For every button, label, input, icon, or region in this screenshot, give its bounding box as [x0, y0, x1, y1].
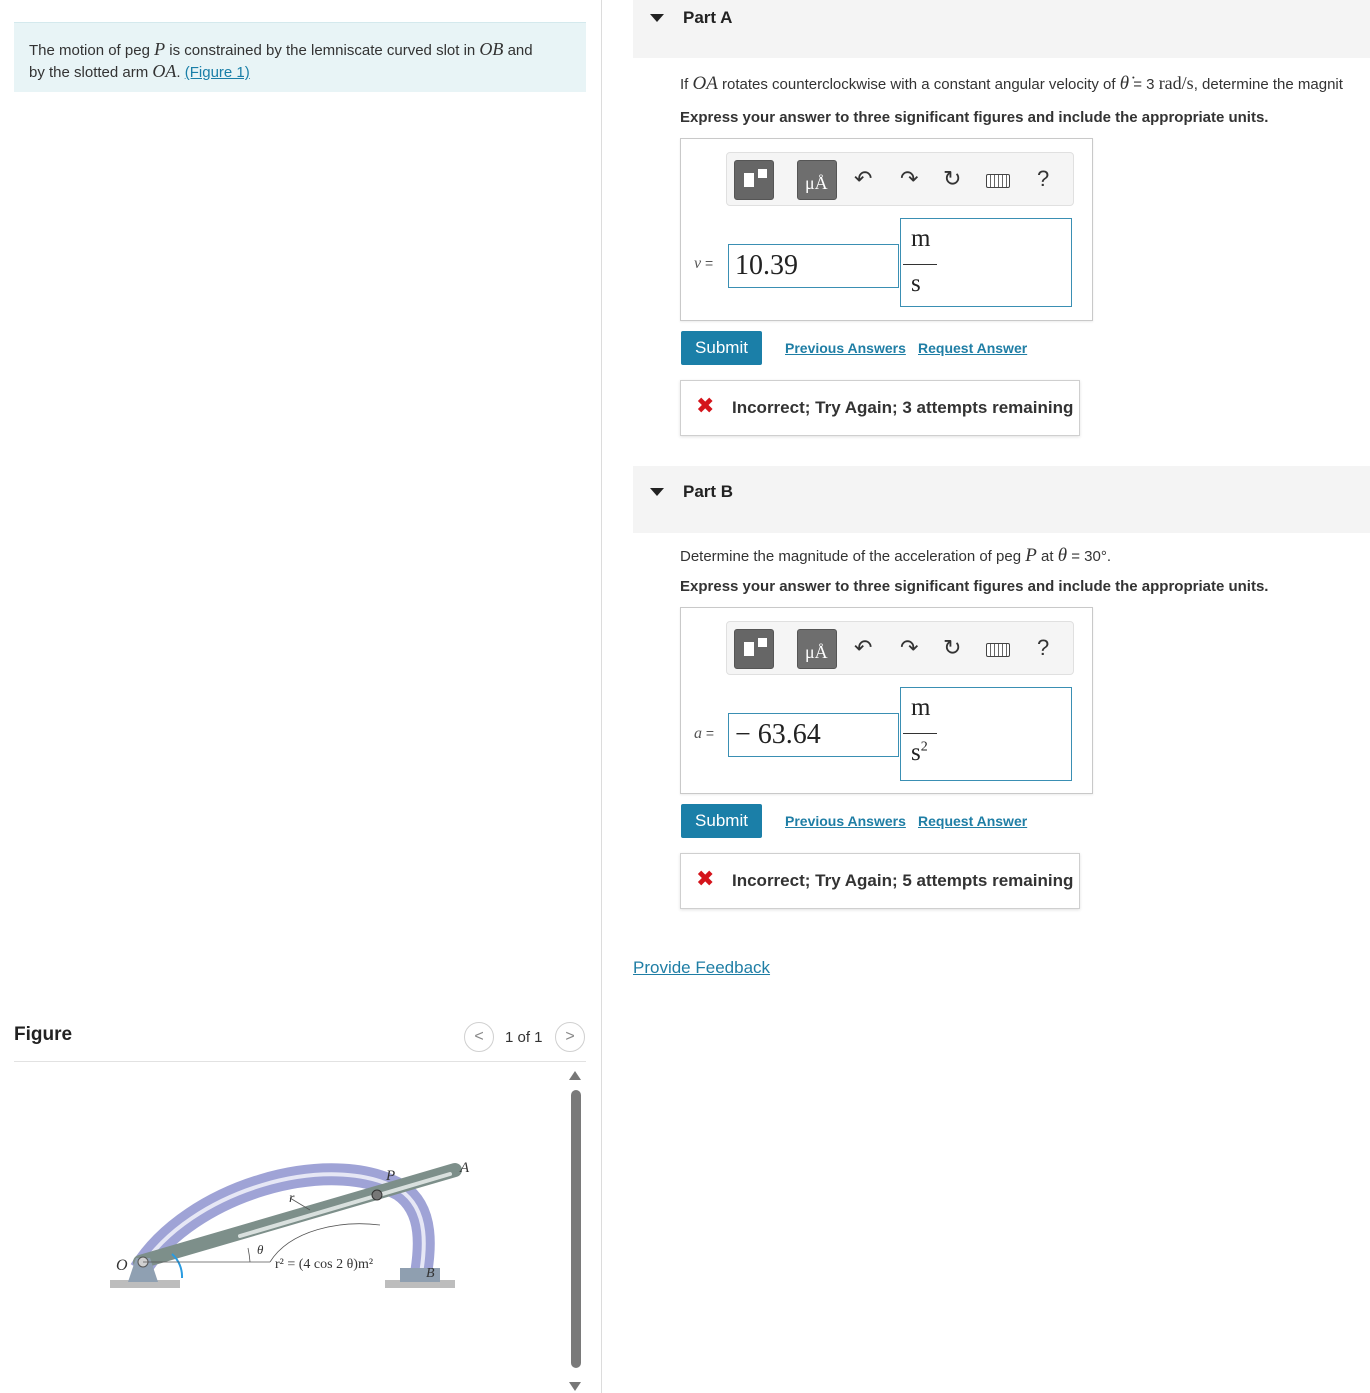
intro-text: by the slotted arm [29, 64, 149, 81]
value-input[interactable]: 10.39 [728, 244, 899, 288]
incorrect-icon: ✖ [696, 393, 715, 418]
label-o: O [116, 1257, 128, 1274]
answer-variable [694, 255, 713, 273]
part-a-answer-box [680, 138, 1093, 321]
variable-symbol: a [694, 725, 702, 742]
fraction-bar [903, 733, 937, 734]
math-toolbar [726, 621, 1074, 675]
intro-text: is constrained by the lemniscate curved slot in [169, 42, 476, 59]
part-b-request-answer-link[interactable]: Request Answer [918, 813, 1028, 829]
figure-link[interactable]: (Figure 1) [184, 64, 250, 81]
collapse-arrow-icon [650, 14, 664, 22]
figure-scrollbar[interactable] [571, 1090, 581, 1368]
chevron-left-icon: < [474, 1028, 484, 1045]
part-b-feedback [680, 853, 1080, 909]
theta-dot-symbol: θ̇ [1119, 73, 1130, 94]
chevron-right-icon: > [565, 1028, 575, 1045]
next-figure-button[interactable] [555, 1022, 585, 1052]
part-a-feedback [680, 380, 1080, 436]
unit-input[interactable] [900, 687, 1072, 781]
part-b-instructions: Express your answer to three significant figures and include the appropriate units. [680, 578, 1269, 595]
arm-symbol: OA [692, 73, 718, 94]
lemniscate-figure [100, 1150, 500, 1310]
part-b-answer-box [680, 607, 1093, 794]
intro-text: The motion of peg [29, 42, 150, 59]
units-icon: μÅ [805, 642, 828, 662]
question-text: = 3 [1133, 76, 1155, 93]
label-b: B [426, 1266, 435, 1281]
value-input[interactable]: − 63.64 [728, 713, 899, 757]
arm-symbol: OA [152, 61, 177, 81]
figure-header [14, 1022, 586, 1062]
figure-title: Figure [14, 1024, 73, 1045]
collapse-arrow-icon [650, 488, 664, 496]
theta-arc [248, 1248, 250, 1262]
figure-pager: 1 of 1 [505, 1029, 543, 1046]
feedback-message: Incorrect; Try Again; 5 attempts remaining [732, 871, 1074, 890]
reset-icon[interactable]: ↻ [943, 166, 962, 191]
question-text: rotates counterclockwise with a constant angular velocity of [722, 76, 1116, 93]
part-a-previous-answers-link[interactable]: Previous Answers [785, 340, 906, 356]
label-a: A [460, 1160, 470, 1176]
unit-denominator [911, 270, 921, 298]
templates-icon-part [758, 169, 767, 178]
help-icon[interactable]: ? [1037, 166, 1050, 191]
provide-feedback-link[interactable]: Provide Feedback [633, 958, 771, 977]
part-b-question [680, 545, 1111, 567]
peg-symbol: P [154, 39, 166, 59]
panel-divider [601, 0, 602, 1393]
theta-symbol: θ [1057, 545, 1068, 566]
keyboard-icon[interactable] [986, 643, 1010, 657]
part-b-header[interactable] [633, 466, 1370, 533]
question-text: at [1041, 548, 1054, 565]
label-theta: θ [257, 1242, 264, 1257]
redo-icon[interactable]: ↷ [900, 166, 919, 191]
units-button[interactable] [797, 160, 837, 200]
question-text: = 30° [1071, 548, 1107, 565]
intro-text: and [507, 42, 533, 59]
part-a-instructions: Express your answer to three significant figures and include the appropriate units. [680, 109, 1269, 126]
templates-button[interactable] [734, 629, 774, 669]
scroll-up-arrow[interactable] [569, 1071, 581, 1080]
peg-symbol: P [1025, 545, 1037, 566]
unit-denominator-text: s [911, 739, 921, 766]
unit-denominator [911, 739, 928, 767]
unit-numerator: m [911, 694, 931, 721]
templates-icon-part [758, 638, 767, 647]
help-icon[interactable]: ? [1037, 635, 1050, 660]
feedback-message: Incorrect; Try Again; 3 attempts remaining [732, 398, 1074, 417]
question-text: . [1106, 548, 1111, 565]
unit-denominator-text: s [911, 270, 921, 297]
label-r: r [289, 1191, 295, 1206]
part-a-request-answer-link[interactable]: Request Answer [918, 340, 1028, 356]
part-b-title: Part B [683, 482, 734, 501]
unit-input[interactable] [900, 218, 1072, 307]
units-icon: μÅ [805, 173, 828, 193]
keyboard-icon[interactable] [986, 174, 1010, 188]
slot-symbol: OB [479, 39, 504, 59]
math-toolbar [726, 152, 1074, 206]
part-b-previous-answers-link[interactable]: Previous Answers [785, 813, 906, 829]
answer-variable [694, 725, 714, 743]
previous-figure-button[interactable] [464, 1022, 494, 1052]
redo-icon[interactable]: ↷ [900, 635, 919, 660]
question-text: , determine the magnit [1193, 76, 1343, 93]
part-b-submit-button[interactable]: Submit [681, 804, 762, 838]
unit-exponent: 2 [920, 739, 928, 755]
undo-icon[interactable]: ↶ [854, 166, 873, 191]
unit-numerator: m [911, 225, 931, 252]
part-a-title: Part A [683, 8, 733, 27]
equals-sign: = [705, 725, 715, 741]
question-text: Determine the magnitude of the acceleration of peg [680, 548, 1022, 565]
question-text: If [680, 76, 689, 93]
templates-icon [744, 642, 754, 656]
label-equation: r² = (4 cos 2 θ)m² [275, 1257, 374, 1272]
part-a-header[interactable] [633, 0, 1370, 58]
incorrect-icon: ✖ [696, 866, 715, 891]
scroll-down-arrow[interactable] [569, 1382, 581, 1391]
equals-sign: = [705, 255, 714, 271]
fraction-bar [903, 264, 937, 265]
undo-icon[interactable]: ↶ [854, 635, 873, 660]
peg-p [372, 1190, 382, 1200]
reset-icon[interactable]: ↻ [943, 635, 962, 660]
label-p: P [386, 1168, 396, 1184]
variable-symbol: v [694, 255, 702, 272]
problem-statement: The motion of peg P is constrained by the lemniscate curved slot in OB and by the slotted arm OA. (Figure 1) [14, 22, 586, 92]
part-a-question [680, 73, 1343, 95]
templates-icon [744, 173, 754, 187]
unit-symbol: rad/s [1158, 73, 1194, 93]
part-a-submit-button[interactable]: Submit [681, 331, 762, 365]
units-button[interactable] [797, 629, 837, 669]
templates-button[interactable] [734, 160, 774, 200]
